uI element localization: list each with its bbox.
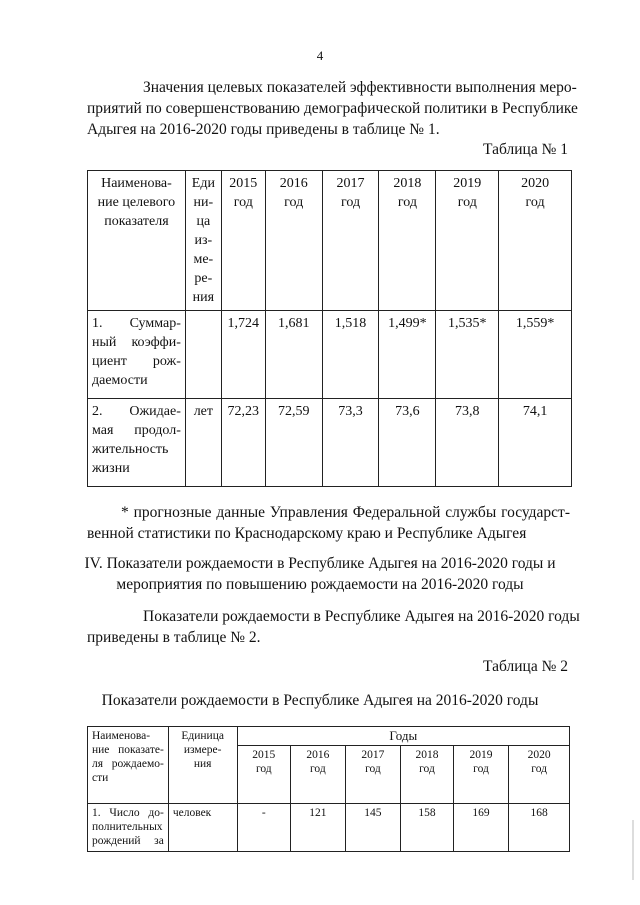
table2-title: Показатели рождаемости в Республике Адыгея на 2016-2020 годы xyxy=(101,692,539,709)
table2-cell: 145 xyxy=(345,804,401,852)
table2-cell: 168 xyxy=(509,804,570,852)
table1-row-name: 1. Суммар- ный коэффи- циент рож- даемости xyxy=(88,311,186,399)
table1-header-unit: Еди ни- ца из- ме- ре- ния xyxy=(185,171,221,311)
section-heading-line: IV. Показатели рождаемости в Республике Адыгея на 2016-2020 годы и xyxy=(84,555,556,572)
table2-header-year: 2020 год xyxy=(509,746,570,804)
table2-label: Таблица № 2 xyxy=(483,658,568,675)
table2-header-year: 2017 год xyxy=(345,746,401,804)
table-row xyxy=(88,399,572,487)
table1-cell: 72,59 xyxy=(265,399,322,487)
table1-row-unit: лет xyxy=(185,399,221,487)
table1-cell: 73,3 xyxy=(322,399,379,487)
table1-row-name: 2. Ожидае- мая продол- жительность жизни xyxy=(88,399,186,487)
table1-row-unit xyxy=(185,311,221,399)
table2-header-name: Наименова- ние показате- ля рождаемо- сти xyxy=(88,727,169,804)
table2-header-year: 2019 год xyxy=(453,746,509,804)
table-row xyxy=(88,311,572,399)
table2-header-unit: Единица измере- ния xyxy=(168,727,237,804)
table1-header-year: 2020 год xyxy=(499,171,572,311)
table2-cell: 158 xyxy=(401,804,454,852)
table1-header-name: Наименова- ние целевого показателя xyxy=(88,171,186,311)
table2-header-row xyxy=(88,727,570,746)
paragraph-2 xyxy=(87,606,580,648)
table1-cell: 1,518 xyxy=(322,311,379,399)
table1-header-year: 2018 год xyxy=(379,171,436,311)
table-row xyxy=(88,804,570,852)
footnote-line: венной статистики по Краснодарскому краю и Республике Адыгея xyxy=(87,525,527,542)
table2-header-year: 2015 год xyxy=(237,746,291,804)
intro-line: приятий по совершенствованию демографической политики в Республике xyxy=(87,100,578,117)
table1-cell: 73,6 xyxy=(379,399,436,487)
table2-cell: - xyxy=(237,804,291,852)
table1-header-year: 2015 год xyxy=(221,171,265,311)
para2-line: Показатели рождаемости в Республике Адыгея на 2016-2020 годы xyxy=(143,608,580,625)
table2-cell: 169 xyxy=(453,804,509,852)
intro-line: Адыгея на 2016-2020 годы приведены в таблице № 1. xyxy=(87,121,440,138)
table-1 xyxy=(87,170,572,487)
page-number: 4 xyxy=(316,48,324,63)
section-heading-line: мероприятия по повышению рождаемости на 2016-2020 годы xyxy=(116,576,524,593)
intro-paragraph xyxy=(87,77,578,140)
table1-cell: 1,681 xyxy=(265,311,322,399)
para2-line: приведены в таблице № 2. xyxy=(87,629,261,646)
footnote xyxy=(87,502,570,544)
table1-cell: 1,559* xyxy=(499,311,572,399)
table1-cell: 1,499* xyxy=(379,311,436,399)
table2-row-unit: человек xyxy=(168,804,237,852)
table-2 xyxy=(87,726,570,852)
table2-header-group: Годы xyxy=(237,727,569,746)
table1-cell: 1,535* xyxy=(436,311,499,399)
table1-header-row xyxy=(88,171,572,311)
table1-header-year: 2017 год xyxy=(322,171,379,311)
table1-header-year: 2019 год xyxy=(436,171,499,311)
table1-cell: 73,8 xyxy=(436,399,499,487)
table2-cell: 121 xyxy=(291,804,346,852)
table2-header-year: 2016 год xyxy=(291,746,346,804)
scan-edge-mark xyxy=(632,820,634,880)
table2-row-name: 1. Число до- полнительных рождений за xyxy=(88,804,169,852)
table1-cell: 1,724 xyxy=(221,311,265,399)
table1-header-year: 2016 год xyxy=(265,171,322,311)
table1-cell: 74,1 xyxy=(499,399,572,487)
footnote-line: * прогнозные данные Управления Федеральной службы государст- xyxy=(121,504,570,521)
table1-cell: 72,23 xyxy=(221,399,265,487)
intro-line: Значения целевых показателей эффективности выполнения меро- xyxy=(143,79,577,96)
table1-label: Таблица № 1 xyxy=(483,141,568,158)
table2-header-year: 2018 год xyxy=(401,746,454,804)
